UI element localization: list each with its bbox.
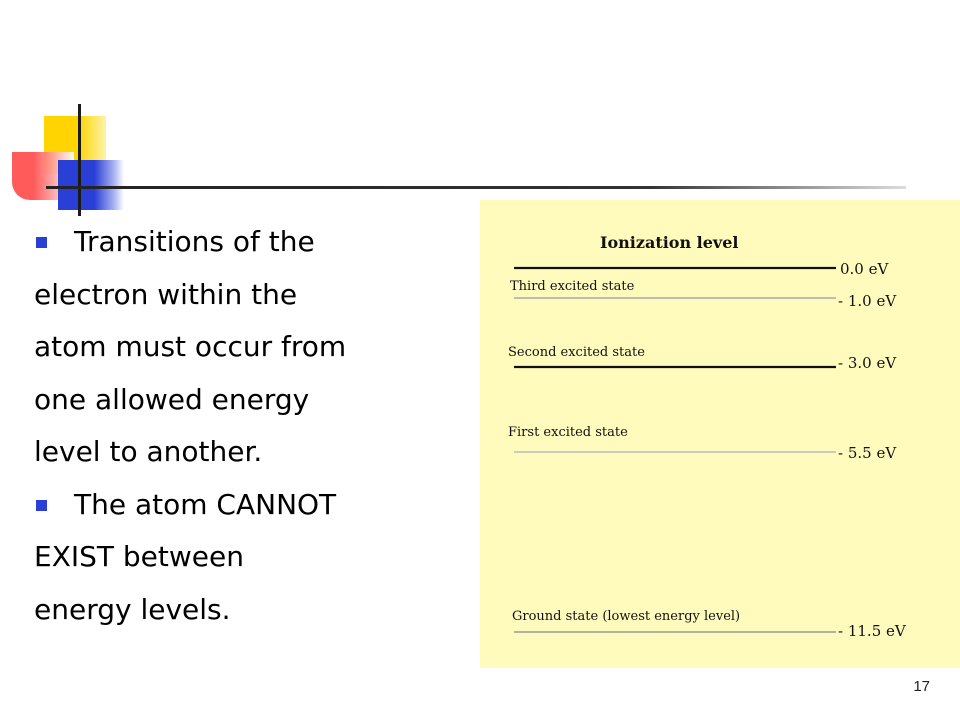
square-bullet-icon bbox=[36, 237, 47, 248]
bullet-1-line-1: Transitions of the bbox=[74, 225, 315, 258]
bullet-2-line-1: The atom CANNOT bbox=[74, 487, 337, 521]
square-bullet-icon bbox=[36, 500, 47, 511]
energy-level-svg bbox=[480, 200, 960, 668]
title-ornament bbox=[0, 0, 960, 220]
title-divider-line bbox=[46, 186, 906, 189]
bullet-text-column bbox=[34, 216, 454, 636]
level-value-4: - 11.5 eV bbox=[838, 622, 906, 640]
ionization-level-header: Ionization level bbox=[600, 233, 739, 252]
level-value-3: - 5.5 eV bbox=[838, 444, 897, 462]
level-label-ground: Ground state (lowest energy level) bbox=[512, 609, 741, 624]
level-label-second-excited: Second excited state bbox=[508, 345, 645, 360]
bullet-2-line-2: EXIST between bbox=[34, 540, 244, 573]
level-label-third-excited: Third excited state bbox=[510, 279, 635, 294]
level-label-first-excited: First excited state bbox=[508, 425, 628, 440]
page-number: 17 bbox=[913, 678, 930, 695]
level-value-0: 0.0 eV bbox=[840, 260, 889, 278]
bullet-2-first-line bbox=[34, 479, 454, 532]
ornament-blue-square bbox=[58, 160, 124, 210]
bullet-1-line-2: electron within the bbox=[34, 277, 298, 311]
level-value-1: - 1.0 eV bbox=[838, 292, 897, 310]
level-value-2: - 3.0 eV bbox=[838, 354, 897, 372]
bullet-1-line-5: level to another. bbox=[34, 435, 263, 468]
bullet-2-line-3: energy levels. bbox=[34, 592, 231, 626]
energy-level-diagram bbox=[480, 200, 960, 668]
ornament-vertical-line bbox=[78, 104, 81, 216]
bullet-1-first-line bbox=[34, 216, 454, 269]
bullet-1-line-3: atom must occur from bbox=[34, 330, 347, 363]
bullet-1-line-4: one allowed energy bbox=[34, 382, 310, 416]
